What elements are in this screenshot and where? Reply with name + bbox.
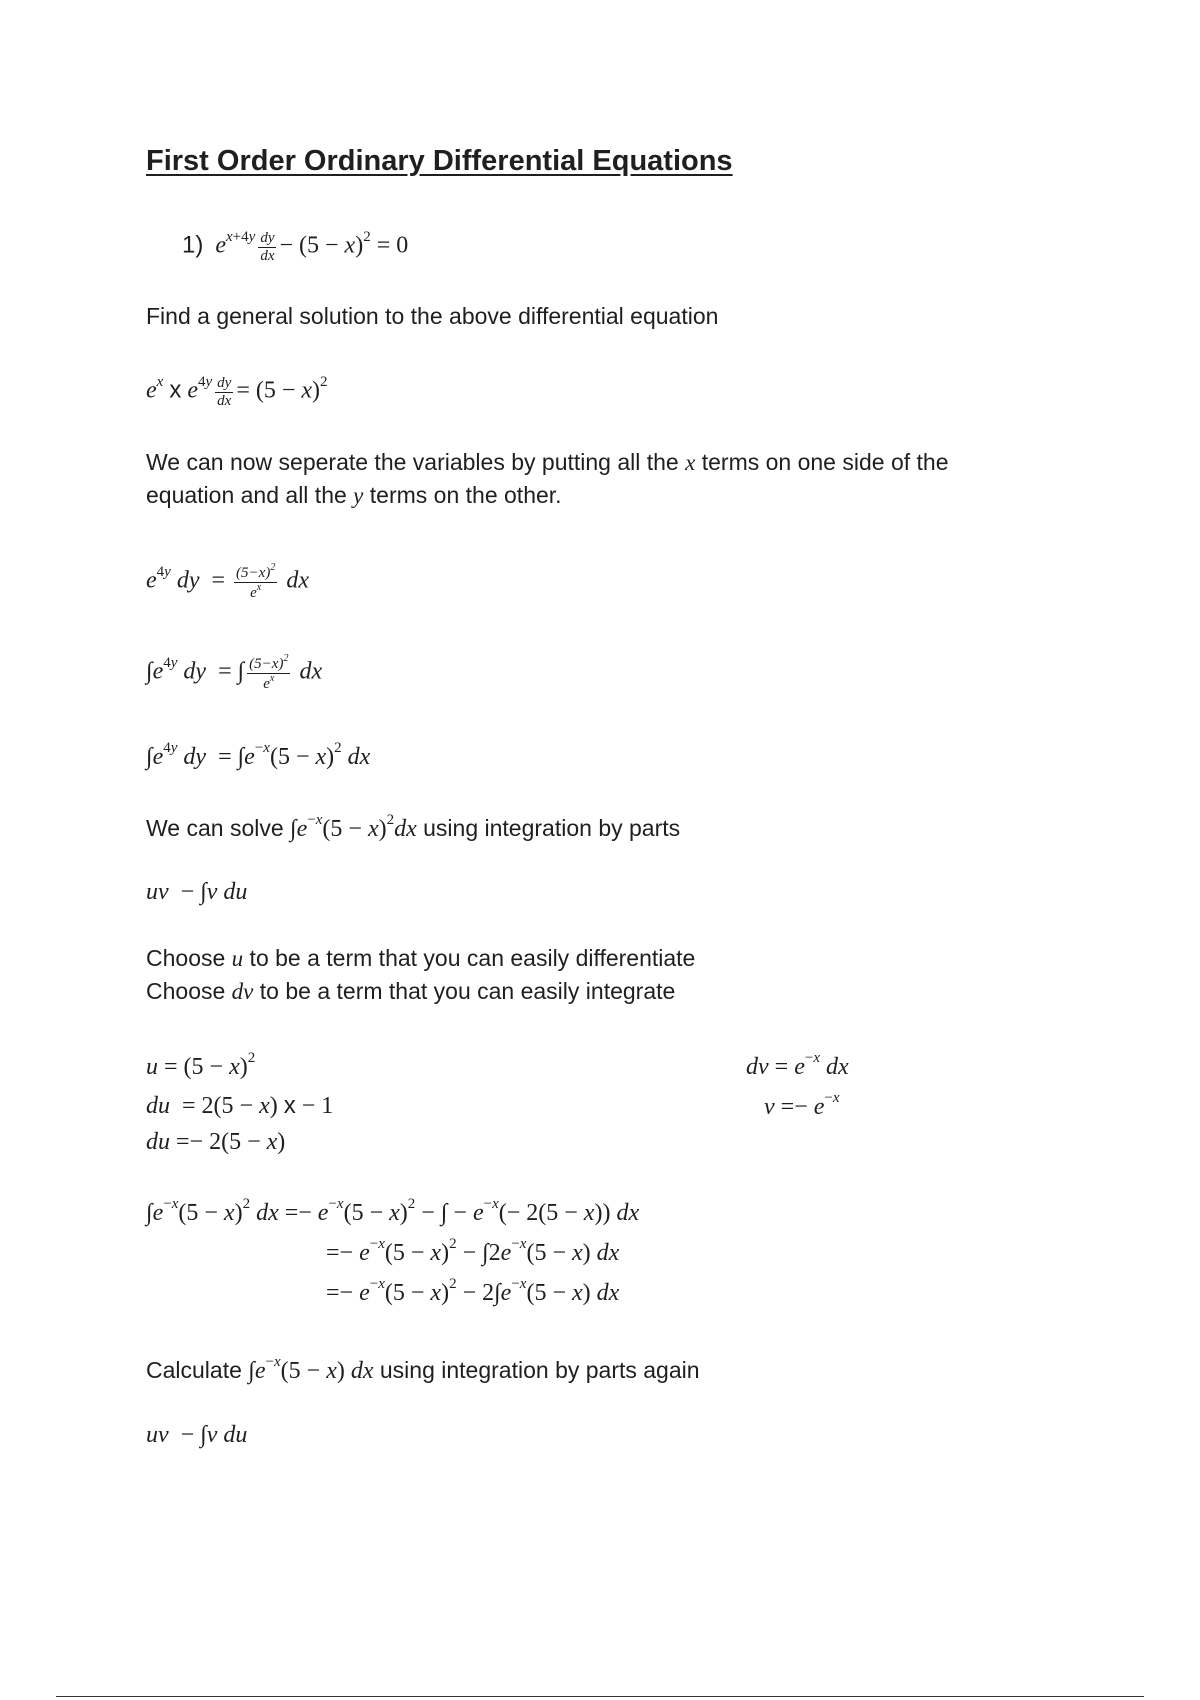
choose-u-text: Choose u to be a term that you can easily differentiate (146, 945, 696, 971)
du-line-1: du = 2(5 − x) x − 1 (146, 1092, 334, 1119)
problem-number: 1) (182, 231, 204, 259)
equation-2: $e^x$ x $e^{4y}$ $\frac{dy}{dx}$ = $(5 - x)^2$ (146, 373, 328, 409)
working-line-1: $\int e^{-x}(5 - x)^2$ dx =− $e^{-x}(5 - x)^2$ − ∫ − $e^{-x}(- 2(5 - x))$ dx (146, 1196, 640, 1226)
parts-formula-again: uv − ∫v du (146, 1422, 248, 1448)
du-line-2: du =− 2(5 − x) (146, 1129, 286, 1155)
v-definition: $v =- e^{-x}$ (764, 1090, 840, 1120)
equation-3: $e^{4y}$ dy = $\frac{(5-x)^2}{e^x}$ dx (146, 562, 309, 601)
solve-prefix: We can solve (146, 815, 284, 841)
page-title: First Order Ordinary Differential Equations (146, 145, 733, 177)
solve-suffix: using integration by parts (423, 815, 681, 841)
separate-text-line-1: We can now seperate the variables by putting all the x terms on one side of the (146, 449, 949, 475)
separate-text-line-2: equation and all the y terms on the other. (146, 482, 562, 508)
working-line-2: =− $e^{-x}(5 - x)^2 - \int 2e^{-x}(5 - x)$ dx (326, 1236, 620, 1266)
calculate-suffix: using integration by parts again (379, 1357, 700, 1383)
working-line-3: =− $e^{-x}(5 - x)^2 - 2\int e^{-x}(5 - x)$ dx (326, 1276, 620, 1306)
calculate-text: Calculate $\int e^{-x}(5 - x)$ dx using integration by parts again (146, 1354, 700, 1384)
choose-dv-text: Choose dv to be a term that you can easily integrate (146, 978, 676, 1004)
parts-formula: uv − ∫v du (146, 879, 248, 905)
equation-5: $\int e^{4y}$ dy = $\int e^{-x}(5 - x)^2$ dx (146, 740, 371, 770)
equation-4: $\int e^{4y}$ dy = ∫ $\frac{(5-x)^2}{e^x}$ dx (146, 653, 323, 692)
solve-text: We can solve $\int e^{-x}(5 - x)^2dx$ using integration by parts (146, 812, 681, 842)
instruction-text: Find a general solution to the above differential equation (146, 303, 719, 329)
dv-definition: dv = $e^{-x}$ dx (746, 1050, 849, 1080)
page-bottom-rule (56, 1696, 1144, 1697)
calculate-prefix: Calculate (146, 1357, 242, 1383)
u-definition: $u = (5 - x)^2$ (146, 1050, 256, 1080)
equation-1: 1) $e^{x+4y}$ $\frac{dy}{dx}$ − $(5 - x)^2 = 0$ (182, 228, 409, 264)
